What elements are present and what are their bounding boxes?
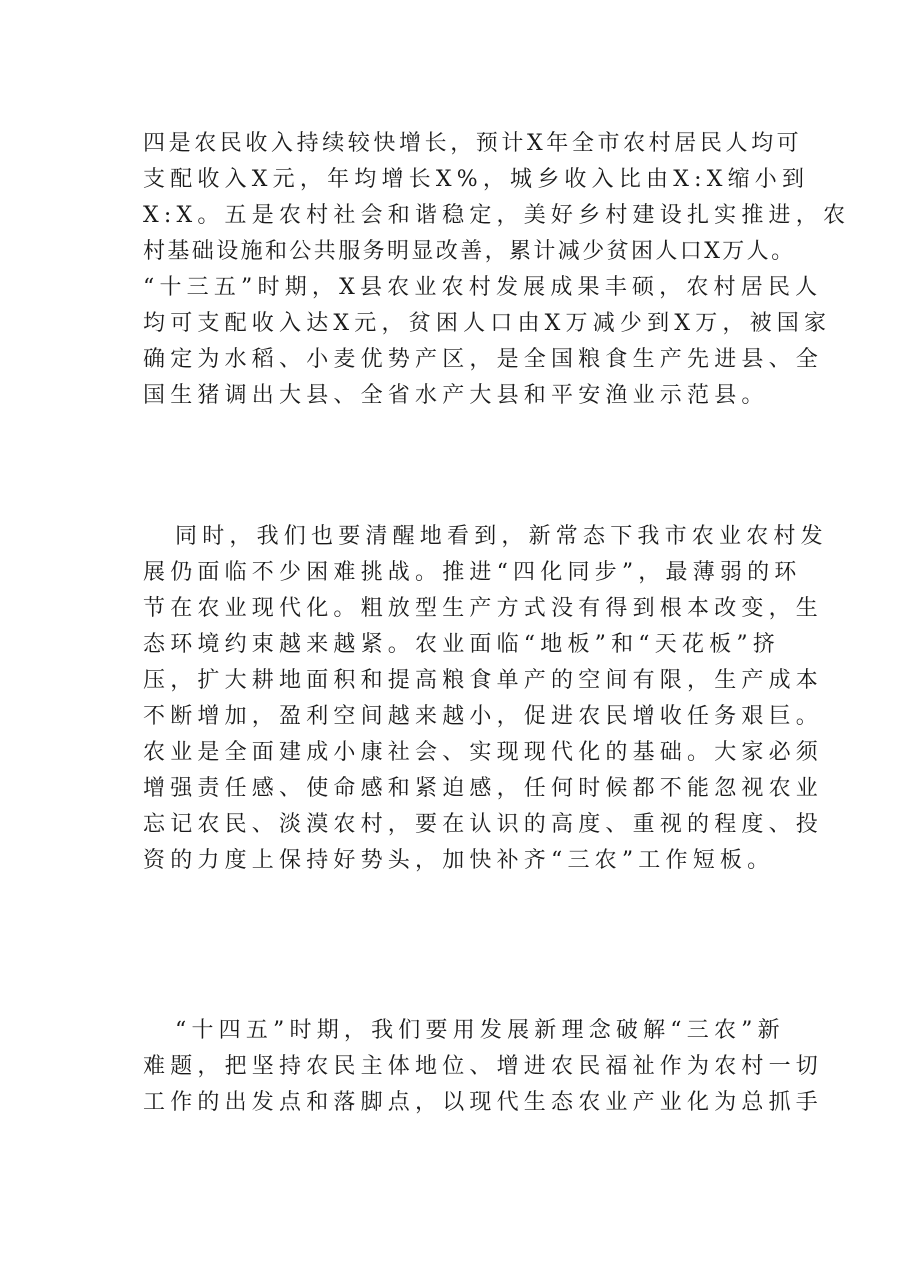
text-line: 资的力度上保持好势头，加快补齐“三农”工作短板。: [143, 848, 775, 873]
paragraph-1: [143, 126, 851, 414]
text-line: 村基础设施和公共服务明显改善，累计减少贫困人口X万人。: [143, 239, 796, 264]
text-line: 农业是全面建成小康社会、实现现代化的基础。大家必须: [143, 740, 824, 765]
text-line: 支配收入X元，年均增长X%，城乡收入比由X:X缩小到: [143, 167, 810, 192]
text-line: 四是农民收入持续较快增长，预计X年全市农村居民人均可: [143, 131, 803, 156]
text-line: 态环境约束越来越紧。农业面临“地板”和“天花板”挤: [143, 632, 780, 657]
paragraph-3: [143, 1013, 824, 1121]
text-line: 难题，把坚持农民主体地位、增进农民福祉作为农村一切: [143, 1054, 824, 1079]
text-line: “十四五”时期，我们要用发展新理念破解“三农”新: [175, 1018, 785, 1043]
text-line: 确定为水稻、小麦优势产区，是全国粮食生产先进县、全: [143, 347, 824, 372]
text-line: 国生猪调出大县、全省水产大县和平安渔业示范县。: [143, 383, 769, 408]
text-line: 同时，我们也要清醒地看到，新常态下我市农业农村发: [175, 524, 828, 549]
text-line: 压，扩大耕地面积和提高粮食单产的空间有限，生产成本: [143, 668, 824, 693]
text-line: 不断增加，盈利空间越来越小，促进农民增收任务艰巨。: [143, 704, 824, 729]
text-line: “十三五”时期，X县农业农村发展成果丰硕，农村居民人: [143, 275, 823, 300]
paragraph-2: [143, 519, 828, 879]
text-line: X:X。五是农村社会和谐稳定，美好乡村建设扎实推进，农: [143, 203, 851, 228]
text-line: 均可支配收入达X元，贫困人口由X万减少到X万，被国家: [143, 311, 832, 336]
text-line: 节在农业现代化。粗放型生产方式没有得到根本改变，生: [143, 596, 824, 621]
text-line: 忘记农民、淡漠农村，要在认识的高度、重视的程度、投: [143, 812, 824, 837]
text-line: 工作的出发点和落脚点，以现代生态农业产业化为总抓手: [143, 1090, 824, 1115]
text-line: 展仍面临不少困难挑战。推进“四化同步”，最薄弱的环: [143, 560, 802, 585]
text-line: 增强责任感、使命感和紧迫感，任何时候都不能忽视农业: [143, 776, 824, 801]
